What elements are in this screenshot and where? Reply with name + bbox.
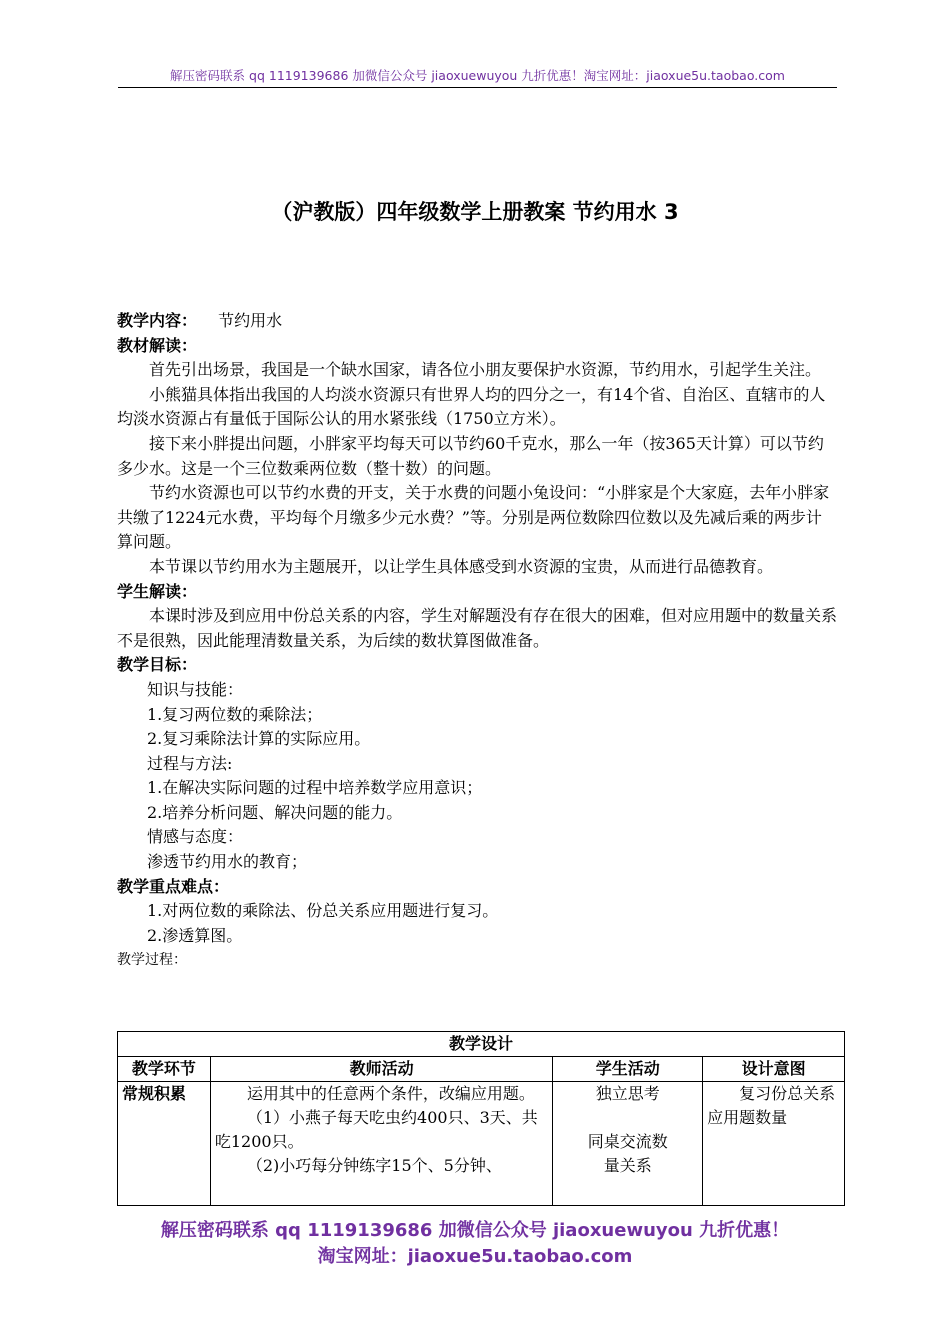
table-row xyxy=(118,1082,845,1206)
column-header-teacher: 教师活动 xyxy=(210,1057,552,1082)
textbook-paragraph-2: 小熊猫具体指出我国的人均淡水资源只有世界人均的四分之一，有14个省、自治区、直辖市的人均淡水资源占有量低于国际公认的用水紧张线（1750立方米）。 xyxy=(117,384,826,429)
teacher-activity-line: 运用其中的任意两个条件，改编应用题。 xyxy=(246,1084,535,1103)
design-intent-cell xyxy=(703,1082,845,1206)
teacher-activity-line: （2)小巧每分钟练字15个、5分钟、 xyxy=(246,1156,502,1175)
table-caption-row xyxy=(118,1032,845,1057)
goal-line: 知识与技能： xyxy=(147,679,244,699)
student-reading-heading: 学生解读： xyxy=(117,581,198,601)
goal-line: 2.培养分析问题、解决问题的能力。 xyxy=(147,802,403,822)
table-caption: 教学设计 xyxy=(118,1032,845,1057)
teaching-process-label: 教学过程： xyxy=(117,952,187,969)
page-header-promo: 解压密码联系 qq 1119139686 加微信公众号 jiaoxuewuyou 九折优惠！淘宝网址：jiaoxue5u.taobao.com xyxy=(118,66,837,88)
textbook-paragraph-5: 本节课以节约用水为主题展开，以让学生具体感受到水资源的宝贵，从而进行品德教育。 xyxy=(149,556,774,576)
document-title: （沪教版）四年级数学上册教案 节约用水 3 xyxy=(271,200,679,224)
footer-line-1: 解压密码联系 qq 1119139686 加微信公众号 jiaoxuewuyou 九折优惠！ xyxy=(160,1220,790,1241)
column-header-intent: 设计意图 xyxy=(703,1057,845,1082)
student-activity-line: 同桌交流数量关系 xyxy=(587,1132,668,1175)
textbook-paragraph-3: 接下来小胖提出问题，小胖家平均每天可以节约60千克水，那么一年（按365天计算）可以节约多少水。这是一个三位数乘两位数（整十数）的问题。 xyxy=(117,433,824,478)
key-difficulty-line: 2.渗透算图。 xyxy=(147,925,243,945)
column-header-student: 学生活动 xyxy=(553,1057,703,1082)
stage-cell: 常规积累 xyxy=(118,1082,211,1206)
student-activity-line: 独立思考 xyxy=(595,1084,660,1103)
page-footer-promo xyxy=(0,1218,950,1270)
key-difficulty-heading: 教学重点难点： xyxy=(117,876,230,896)
goal-line: 1.复习两位数的乘除法； xyxy=(147,704,323,724)
design-intent-text: 复习份总关系应用题数量 xyxy=(707,1084,836,1127)
goal-line: 情感与态度： xyxy=(147,827,244,847)
footer-line-2: 淘宝网址：jiaoxue5u.taobao.com xyxy=(317,1246,633,1267)
teacher-activity-line: （1）小燕子每天吃虫约400只、3天、共吃1200只。 xyxy=(214,1108,538,1151)
table-header-row xyxy=(118,1057,845,1082)
key-difficulty-line: 1.对两位数的乘除法、份总关系应用题进行复习。 xyxy=(147,901,499,921)
textbook-paragraph-4: 节约水资源也可以节约水费的开支，关于水费的问题小兔设问：“小胖家是个大家庭，去年小胖家共缴了1224元水费，平均每个月缴多少元水费？”等。分别是两位数除四位数以及先减后乘的两步计算问题。 xyxy=(117,483,830,552)
teaching-content-line xyxy=(117,309,837,334)
goal-line: 2.复习乘除法计算的实际应用。 xyxy=(147,729,371,749)
teaching-content-value: 节约用水 xyxy=(218,311,283,330)
column-header-stage: 教学环节 xyxy=(118,1057,211,1082)
teaching-goals-heading: 教学目标： xyxy=(117,655,198,675)
teaching-content-label: 教学内容： xyxy=(117,311,198,330)
student-reading-paragraph: 本课时涉及到应用中份总关系的内容，学生对解题没有存在很大的困难，但对应用题中的数量关系不是很熟，因此能理清数量关系，为后续的数状算图做准备。 xyxy=(117,606,838,650)
textbook-reading-heading: 教材解读： xyxy=(117,335,198,355)
goal-line: 渗透节约用水的教育； xyxy=(147,852,308,872)
goal-line: 1.在解决实际问题的过程中培养数学应用意识； xyxy=(147,778,483,798)
document-body xyxy=(117,309,837,973)
teaching-design-table xyxy=(117,1031,845,1206)
student-activity-cell xyxy=(553,1082,703,1206)
textbook-paragraph-1: 首先引出场景，我国是一个缺水国家，请各位小朋友要保护水资源，节约用水，引起学生关注。 xyxy=(149,360,822,380)
teacher-activity-cell xyxy=(210,1082,552,1206)
goal-line: 过程与方法: xyxy=(147,753,233,773)
